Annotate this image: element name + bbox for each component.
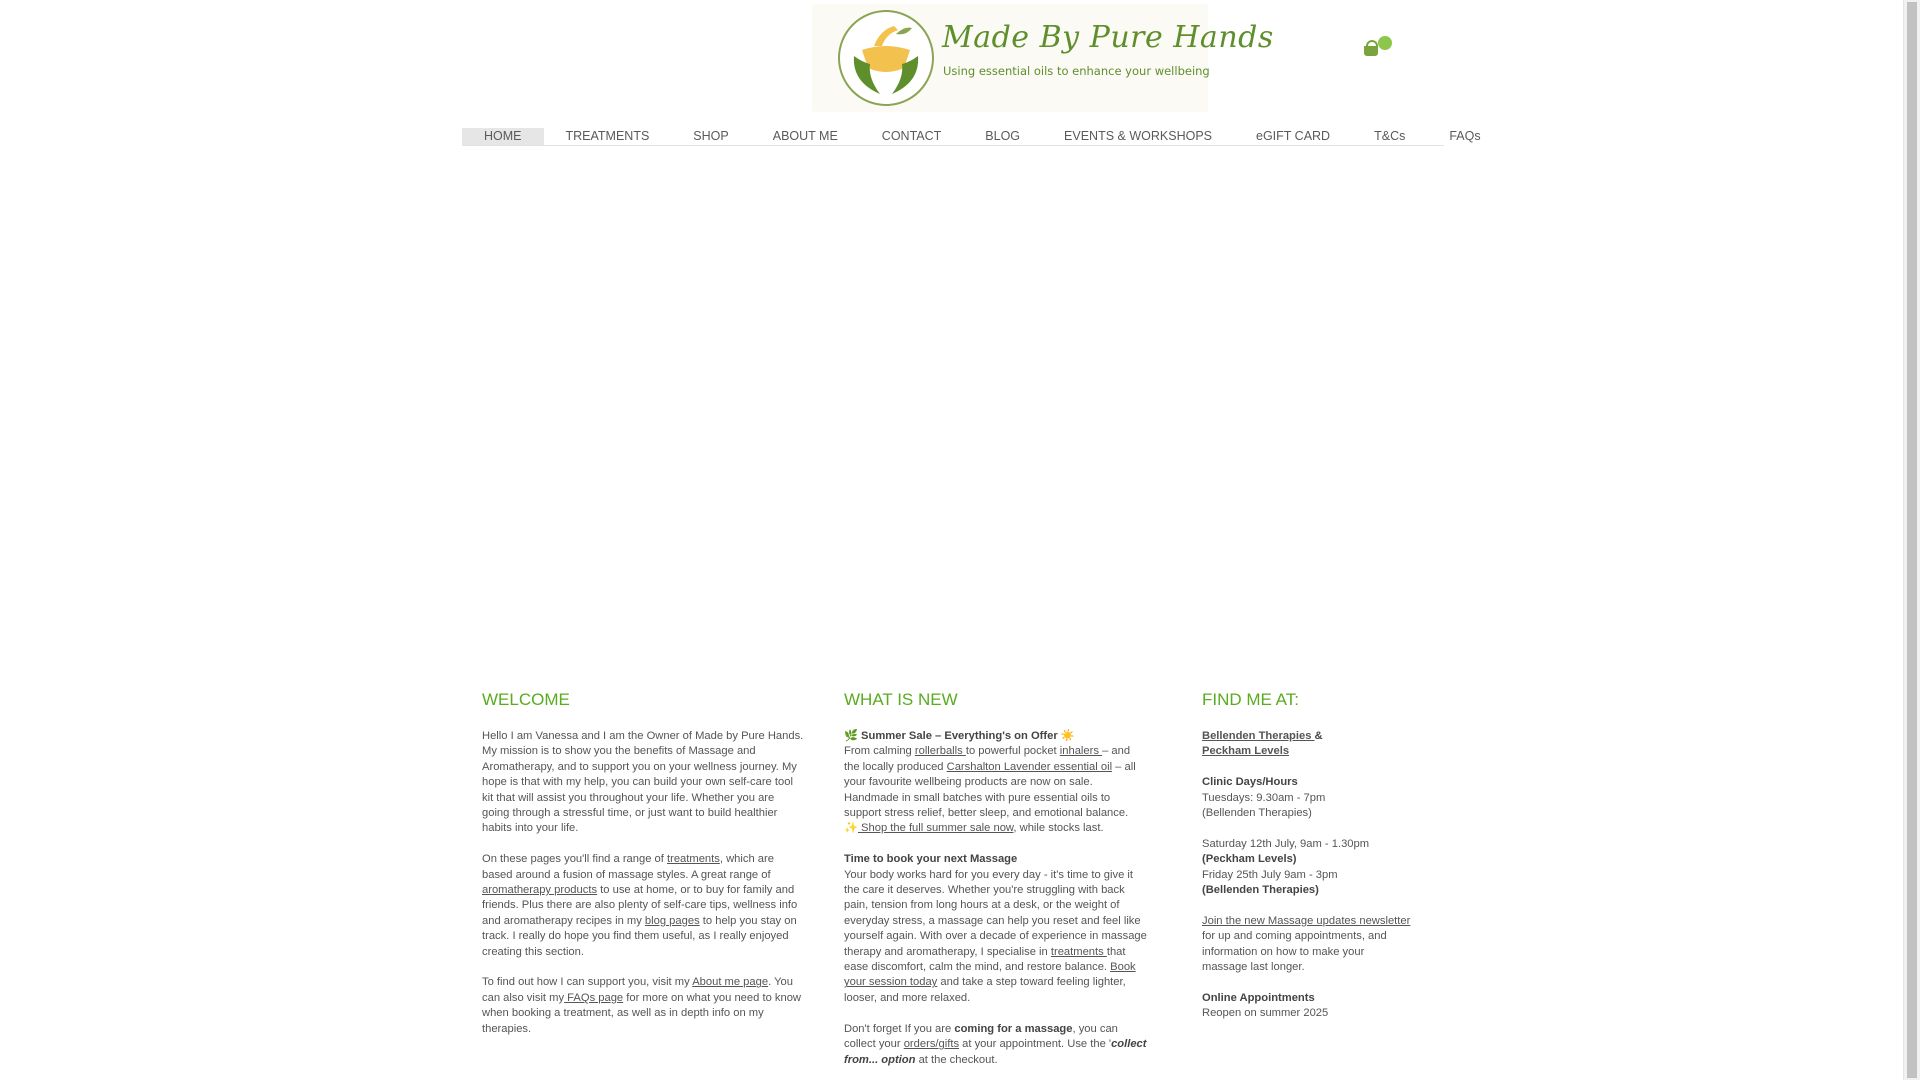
text: at the checkout.	[915, 1053, 998, 1066]
bellenden-therapies-link[interactable]: Bellenden Therapies	[1202, 730, 1315, 742]
newsletter-link[interactable]: Join the new Massage updates newsletter	[1202, 914, 1411, 927]
text: and take a step toward feeling lighter, looser, and more relaxed.	[844, 976, 1126, 1004]
text: to use at home, or to buy for family and friends. Plus there are also plenty of self-care tips, wellness info and aromatherapy recipes in my	[482, 884, 798, 927]
text: (Bellenden Therapies)	[1202, 807, 1312, 820]
newsletter-paragraph	[1202, 914, 1412, 976]
mortar-hands-icon	[840, 12, 932, 104]
text: – and the locally produced	[844, 745, 1131, 773]
dates-paragraph	[1202, 837, 1412, 899]
locations-paragraph	[1202, 729, 1412, 760]
nav-item-blog[interactable]: BLOG	[985, 129, 1021, 143]
logo-title: Made By Pure Hands	[942, 20, 1274, 55]
text: (Bellenden Therapies)	[1202, 884, 1319, 897]
clinic-hours-title: Clinic Days/Hours	[1202, 776, 1298, 789]
text: at your appointment. Use the '	[959, 1038, 1112, 1051]
nav-item-contact[interactable]: CONTACT	[881, 129, 942, 143]
welcome-pages-paragraph	[482, 852, 804, 960]
collect-orders-paragraph	[844, 1022, 1148, 1068]
italic-text: collect from... option	[844, 1038, 1147, 1066]
text: Friday 25th July 9am - 3pm	[1202, 868, 1338, 881]
text: – all your favourite wellbeing products are now on sale. Handmade in small batches with pure essential oils to support stress relief, better sleep, and emotional balance.	[844, 760, 1136, 820]
welcome-heading: WELCOME	[482, 690, 570, 709]
welcome-intro: Hello I am Vanessa and I am the Owner of Made by Pure Hands. My mission is to show you the benefits of Massage and Aromatherapy, and to support you on your wellness journey. My hope is that with my help, you can build your own self-care tool kit that will assist you throughout your life. Whether you are going through a stressful time, or just want to build healthier habits into your life.	[482, 730, 804, 835]
inhalers-link[interactable]: inhalers	[1059, 745, 1103, 758]
nav-item-shop[interactable]: SHOP	[693, 129, 729, 143]
bold-text: coming for a massage	[954, 1022, 1073, 1035]
text: for more on what you need to know when booking a treatment, as well as in depth info on my therapies.	[482, 991, 802, 1035]
about-me-link[interactable]: About me page	[692, 976, 769, 989]
whats-new-heading: WHAT IS NEW	[844, 690, 958, 709]
text: , while stocks last.	[1013, 822, 1104, 835]
nav-item-about-me[interactable]: ABOUT ME	[772, 129, 838, 143]
welcome-section	[482, 688, 804, 1052]
text: . You can also visit my	[482, 976, 793, 1004]
site-logo[interactable]	[812, 4, 1274, 112]
main-nav	[462, 128, 1481, 146]
cart-button[interactable]	[1360, 34, 1394, 64]
text: To find out how I can support you, visit my	[482, 976, 693, 989]
find-me-heading: FIND ME AT:	[1202, 690, 1299, 709]
text: &	[1314, 730, 1323, 742]
text: From calming	[844, 745, 915, 758]
nav-item-treatments[interactable]: TREATMENTS	[565, 129, 650, 143]
text: Tuesdays: 9.30am - 7pm	[1202, 791, 1326, 804]
aromatherapy-products-link[interactable]: aromatherapy products	[482, 884, 598, 897]
text: On these pages you'll find a range of	[482, 853, 667, 866]
rollerballs-link[interactable]: rollerballs	[914, 745, 966, 758]
nav-item-events-workshops[interactable]: EVENTS & WORKSHOPS	[1064, 129, 1212, 143]
logo-tagline: Using essential oils to enhance your wellbeing	[943, 64, 1210, 78]
text: (Peckham Levels)	[1202, 853, 1297, 866]
text: Reopen on summer 2025	[1202, 1007, 1329, 1020]
book-massage-title: Time to book your next Massage	[844, 853, 1018, 866]
text: , which are based around a fusion of massage styles. A great range of	[482, 853, 774, 881]
text: to help you stay on track. I really do hope you find them useful, as I really enjoyed creating this section.	[482, 914, 797, 958]
nav-item-terms[interactable]: T&Cs	[1374, 129, 1406, 143]
lavender-oil-link[interactable]: Carshalton Lavender essential oil	[946, 760, 1113, 773]
book-massage-paragraph	[844, 852, 1148, 1006]
book-session-link[interactable]: Book your session today	[844, 961, 1136, 989]
nav-item-home[interactable]: HOME	[462, 128, 544, 145]
sun-icon: ☀️	[1060, 730, 1075, 742]
vertical-scrollbar[interactable]	[1903, 0, 1920, 1080]
peckham-levels-link[interactable]: Peckham Levels	[1202, 745, 1290, 758]
cart-count-badge: 0	[1378, 36, 1392, 50]
leaf-icon: 🌿	[844, 730, 858, 742]
summer-sale-paragraph	[844, 729, 1148, 837]
treatments-link[interactable]: treatments	[1050, 945, 1107, 958]
text: Your body works hard for you every day - it's time to give it the care it deserves. Whether you're struggling with back pain, tension from long hours at a desk, or the weight of everyday stress, a massage can help you reset and feel like yourself again. With over a decade of experience in massage therapy and aromatherapy, I specialise in	[844, 868, 1147, 958]
clinic-hours-paragraph	[1202, 775, 1412, 821]
sparkle-icon: ✨	[844, 822, 858, 835]
shop-summer-sale-link[interactable]: Shop the full summer sale now	[857, 822, 1014, 835]
text: Saturday 12th July, 9am - 1.30pm	[1202, 837, 1370, 850]
text: to powerful pocket	[965, 745, 1060, 758]
shopping-basket-icon	[1364, 46, 1378, 56]
text: Don't forget If you are	[844, 1022, 955, 1035]
logo-emblem	[838, 10, 934, 106]
blog-pages-link[interactable]: blog pages	[644, 914, 700, 927]
text: for up and coming appointments, and information on how to make your massage last longer.	[1202, 930, 1387, 974]
orders-gifts-link[interactable]: orders/gifts	[903, 1038, 960, 1051]
text: that ease discomfort, calm the mind, and restore balance.	[844, 945, 1126, 974]
find-me-section	[1202, 688, 1412, 1037]
faqs-page-link[interactable]: FAQs page	[564, 991, 624, 1004]
text: , you can collect your	[844, 1022, 1118, 1051]
treatments-link[interactable]: treatments	[667, 853, 720, 866]
nav-item-faqs[interactable]: FAQs	[1449, 129, 1481, 143]
welcome-support-paragraph	[482, 975, 804, 1037]
online-appointments-title: Online Appointments	[1202, 991, 1315, 1004]
online-appointments-paragraph	[1202, 991, 1412, 1022]
whats-new-section	[844, 688, 1148, 1083]
summer-sale-title: Summer Sale – Everything's on Offer	[861, 730, 1058, 742]
nav-item-egift-card[interactable]: eGIFT CARD	[1256, 129, 1331, 143]
scrollbar-thumb[interactable]	[1907, 2, 1917, 1078]
